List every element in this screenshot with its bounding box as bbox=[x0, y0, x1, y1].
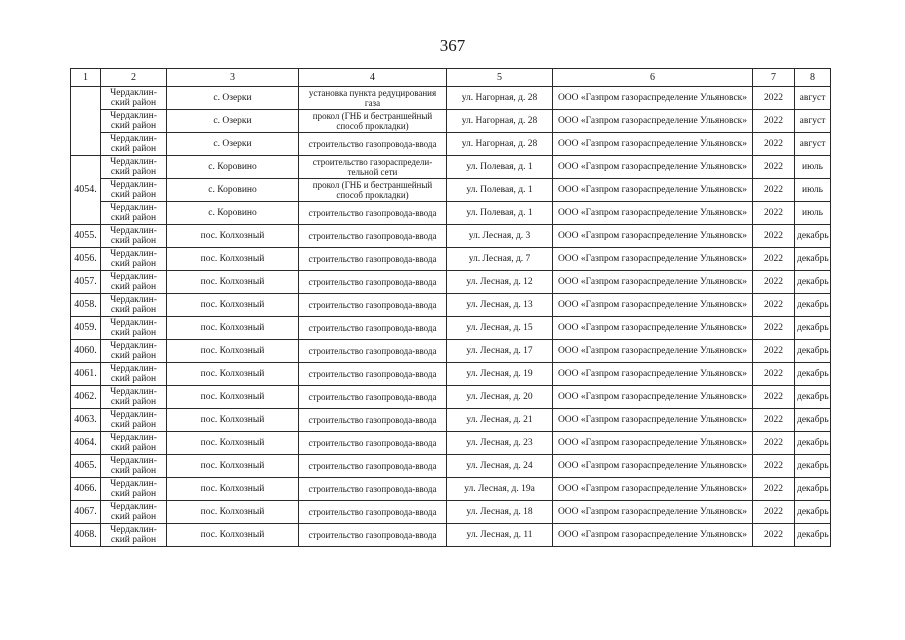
year-cell: 2022 bbox=[753, 248, 795, 271]
table-row bbox=[71, 87, 831, 110]
row-number-cell: 4064. bbox=[71, 432, 101, 455]
settlement-cell: с. Коровино bbox=[167, 179, 299, 202]
row-number-cell: 4057. bbox=[71, 271, 101, 294]
address-cell: ул. Лесная, д. 23 bbox=[447, 432, 553, 455]
col-header-6: 6 bbox=[553, 69, 753, 87]
month-cell: август bbox=[795, 87, 831, 110]
work-cell: строительство газопровода-ввода bbox=[299, 317, 447, 340]
col-header-4: 4 bbox=[299, 69, 447, 87]
settlement-cell: пос. Колхозный bbox=[167, 225, 299, 248]
row-number-cell: 4058. bbox=[71, 294, 101, 317]
work-cell: строительство газопровода-ввода bbox=[299, 478, 447, 501]
work-cell: строительство газопровода-ввода bbox=[299, 386, 447, 409]
district-cell: Чердаклин- ский район bbox=[101, 340, 167, 363]
month-cell: декабрь bbox=[795, 524, 831, 547]
col-header-1: 1 bbox=[71, 69, 101, 87]
settlement-cell: пос. Колхозный bbox=[167, 248, 299, 271]
table-row bbox=[71, 225, 831, 248]
work-cell: строительство газопровода-ввода bbox=[299, 340, 447, 363]
settlement-cell: с. Коровино bbox=[167, 156, 299, 179]
work-cell: строительство газопровода-ввода bbox=[299, 409, 447, 432]
work-cell: строительство газопровода-ввода bbox=[299, 133, 447, 156]
district-cell: Чердаклин- ский район bbox=[101, 133, 167, 156]
district-cell: Чердаклин- ский район bbox=[101, 110, 167, 133]
organization-cell: ООО «Газпром газораспределение Ульяновск» bbox=[553, 202, 753, 225]
address-cell: ул. Лесная, д. 19 bbox=[447, 363, 553, 386]
organization-cell: ООО «Газпром газораспределение Ульяновск» bbox=[553, 294, 753, 317]
table-body bbox=[71, 87, 831, 547]
page-number: 367 bbox=[439, 36, 466, 55]
month-cell: декабрь bbox=[795, 248, 831, 271]
row-number-cell: 4056. bbox=[71, 248, 101, 271]
settlement-cell: пос. Колхозный bbox=[167, 317, 299, 340]
organization-cell: ООО «Газпром газораспределение Ульяновск» bbox=[553, 179, 753, 202]
table-row bbox=[71, 248, 831, 271]
work-cell: прокол (ГНБ и бестраншейный способ прокладки) bbox=[299, 110, 447, 133]
year-cell: 2022 bbox=[753, 501, 795, 524]
organization-cell: ООО «Газпром газораспределение Ульяновск» bbox=[553, 317, 753, 340]
district-cell: Чердаклин- ский район bbox=[101, 432, 167, 455]
settlement-cell: пос. Колхозный bbox=[167, 432, 299, 455]
work-cell: строительство газопровода-ввода bbox=[299, 363, 447, 386]
year-cell: 2022 bbox=[753, 225, 795, 248]
table-row bbox=[71, 156, 831, 179]
col-header-5: 5 bbox=[447, 69, 553, 87]
address-cell: ул. Лесная, д. 12 bbox=[447, 271, 553, 294]
settlement-cell: пос. Колхозный bbox=[167, 386, 299, 409]
year-cell: 2022 bbox=[753, 133, 795, 156]
settlement-cell: пос. Колхозный bbox=[167, 501, 299, 524]
settlement-cell: с. Озерки bbox=[167, 87, 299, 110]
row-number-cell: 4061. bbox=[71, 363, 101, 386]
row-number-cell: 4065. bbox=[71, 455, 101, 478]
organization-cell: ООО «Газпром газораспределение Ульяновск» bbox=[553, 271, 753, 294]
table-row bbox=[71, 110, 831, 133]
table-row bbox=[71, 271, 831, 294]
work-cell: строительство газопровода-ввода bbox=[299, 501, 447, 524]
settlement-cell: пос. Колхозный bbox=[167, 294, 299, 317]
work-cell: строительство газораспредели- тельной сети bbox=[299, 156, 447, 179]
month-cell: август bbox=[795, 133, 831, 156]
settlement-cell: с. Коровино bbox=[167, 202, 299, 225]
header-row bbox=[71, 69, 831, 87]
row-number-cell: 4063. bbox=[71, 409, 101, 432]
register-table bbox=[70, 68, 831, 547]
month-cell: август bbox=[795, 110, 831, 133]
settlement-cell: с. Озерки bbox=[167, 133, 299, 156]
month-cell: декабрь bbox=[795, 386, 831, 409]
district-cell: Чердаклин- ский район bbox=[101, 524, 167, 547]
row-number-cell: 4068. bbox=[71, 524, 101, 547]
month-cell: декабрь bbox=[795, 271, 831, 294]
district-cell: Чердаклин- ский район bbox=[101, 501, 167, 524]
address-cell: ул. Лесная, д. 11 bbox=[447, 524, 553, 547]
settlement-cell: пос. Колхозный bbox=[167, 524, 299, 547]
table-row bbox=[71, 455, 831, 478]
col-header-2: 2 bbox=[101, 69, 167, 87]
organization-cell: ООО «Газпром газораспределение Ульяновск» bbox=[553, 248, 753, 271]
year-cell: 2022 bbox=[753, 202, 795, 225]
month-cell: июль bbox=[795, 179, 831, 202]
organization-cell: ООО «Газпром газораспределение Ульяновск» bbox=[553, 363, 753, 386]
organization-cell: ООО «Газпром газораспределение Ульяновск» bbox=[553, 501, 753, 524]
work-cell: прокол (ГНБ и бестраншейный способ прокладки) bbox=[299, 179, 447, 202]
row-number-cell: 4059. bbox=[71, 317, 101, 340]
work-cell: строительство газопровода-ввода bbox=[299, 248, 447, 271]
table-row bbox=[71, 501, 831, 524]
work-cell: строительство газопровода-ввода bbox=[299, 294, 447, 317]
work-cell: установка пункта редуцирования газа bbox=[299, 87, 447, 110]
address-cell: ул. Лесная, д. 24 bbox=[447, 455, 553, 478]
month-cell: декабрь bbox=[795, 294, 831, 317]
organization-cell: ООО «Газпром газораспределение Ульяновск» bbox=[553, 225, 753, 248]
address-cell: ул. Нагорная, д. 28 bbox=[447, 133, 553, 156]
table-row bbox=[71, 202, 831, 225]
year-cell: 2022 bbox=[753, 87, 795, 110]
district-cell: Чердаклин- ский район bbox=[101, 87, 167, 110]
year-cell: 2022 bbox=[753, 478, 795, 501]
table-row bbox=[71, 317, 831, 340]
organization-cell: ООО «Газпром газораспределение Ульяновск» bbox=[553, 524, 753, 547]
year-cell: 2022 bbox=[753, 455, 795, 478]
table-row bbox=[71, 179, 831, 202]
month-cell: июль bbox=[795, 156, 831, 179]
year-cell: 2022 bbox=[753, 179, 795, 202]
district-cell: Чердаклин- ский район bbox=[101, 225, 167, 248]
district-cell: Чердаклин- ский район bbox=[101, 294, 167, 317]
row-number-cell: 4060. bbox=[71, 340, 101, 363]
district-cell: Чердаклин- ский район bbox=[101, 478, 167, 501]
row-number-cell: 4054. bbox=[71, 156, 101, 225]
work-cell: строительство газопровода-ввода bbox=[299, 455, 447, 478]
work-cell: строительство газопровода-ввода bbox=[299, 271, 447, 294]
organization-cell: ООО «Газпром газораспределение Ульяновск» bbox=[553, 478, 753, 501]
table-row bbox=[71, 133, 831, 156]
organization-cell: ООО «Газпром газораспределение Ульяновск» bbox=[553, 340, 753, 363]
address-cell: ул. Лесная, д. 20 bbox=[447, 386, 553, 409]
organization-cell: ООО «Газпром газораспределение Ульяновск» bbox=[553, 110, 753, 133]
col-header-3: 3 bbox=[167, 69, 299, 87]
work-cell: строительство газопровода-ввода bbox=[299, 225, 447, 248]
year-cell: 2022 bbox=[753, 317, 795, 340]
month-cell: декабрь bbox=[795, 340, 831, 363]
col-header-8: 8 bbox=[795, 69, 831, 87]
address-cell: ул. Полевая, д. 1 bbox=[447, 202, 553, 225]
district-cell: Чердаклин- ский район bbox=[101, 409, 167, 432]
table-row bbox=[71, 363, 831, 386]
month-cell: декабрь bbox=[795, 409, 831, 432]
row-number-cell bbox=[71, 87, 101, 156]
month-cell: декабрь bbox=[795, 432, 831, 455]
organization-cell: ООО «Газпром газораспределение Ульяновск» bbox=[553, 133, 753, 156]
settlement-cell: пос. Колхозный bbox=[167, 340, 299, 363]
work-cell: строительство газопровода-ввода bbox=[299, 524, 447, 547]
settlement-cell: пос. Колхозный bbox=[167, 271, 299, 294]
year-cell: 2022 bbox=[753, 271, 795, 294]
year-cell: 2022 bbox=[753, 156, 795, 179]
address-cell: ул. Лесная, д. 15 bbox=[447, 317, 553, 340]
district-cell: Чердаклин- ский район bbox=[101, 271, 167, 294]
organization-cell: ООО «Газпром газораспределение Ульяновск» bbox=[553, 156, 753, 179]
district-cell: Чердаклин- ский район bbox=[101, 179, 167, 202]
district-cell: Чердаклин- ский район bbox=[101, 248, 167, 271]
year-cell: 2022 bbox=[753, 363, 795, 386]
month-cell: декабрь bbox=[795, 317, 831, 340]
district-cell: Чердаклин- ский район bbox=[101, 156, 167, 179]
district-cell: Чердаклин- ский район bbox=[101, 363, 167, 386]
table-row bbox=[71, 294, 831, 317]
settlement-cell: с. Озерки bbox=[167, 110, 299, 133]
address-cell: ул. Лесная, д. 18 bbox=[447, 501, 553, 524]
settlement-cell: пос. Колхозный bbox=[167, 409, 299, 432]
year-cell: 2022 bbox=[753, 386, 795, 409]
year-cell: 2022 bbox=[753, 340, 795, 363]
address-cell: ул. Нагорная, д. 28 bbox=[447, 87, 553, 110]
address-cell: ул. Лесная, д. 19а bbox=[447, 478, 553, 501]
address-cell: ул. Лесная, д. 21 bbox=[447, 409, 553, 432]
table-row bbox=[71, 409, 831, 432]
district-cell: Чердаклин- ский район bbox=[101, 317, 167, 340]
organization-cell: ООО «Газпром газораспределение Ульяновск» bbox=[553, 432, 753, 455]
district-cell: Чердаклин- ский район bbox=[101, 386, 167, 409]
organization-cell: ООО «Газпром газораспределение Ульяновск» bbox=[553, 409, 753, 432]
address-cell: ул. Лесная, д. 17 bbox=[447, 340, 553, 363]
row-number-cell: 4055. bbox=[71, 225, 101, 248]
address-cell: ул. Нагорная, д. 28 bbox=[447, 110, 553, 133]
district-cell: Чердаклин- ский район bbox=[101, 202, 167, 225]
table-row bbox=[71, 340, 831, 363]
settlement-cell: пос. Колхозный bbox=[167, 478, 299, 501]
year-cell: 2022 bbox=[753, 110, 795, 133]
table-row bbox=[71, 478, 831, 501]
address-cell: ул. Полевая, д. 1 bbox=[447, 179, 553, 202]
organization-cell: ООО «Газпром газораспределение Ульяновск» bbox=[553, 386, 753, 409]
table-row bbox=[71, 386, 831, 409]
settlement-cell: пос. Колхозный bbox=[167, 363, 299, 386]
row-number-cell: 4062. bbox=[71, 386, 101, 409]
organization-cell: ООО «Газпром газораспределение Ульяновск» bbox=[553, 87, 753, 110]
work-cell: строительство газопровода-ввода bbox=[299, 432, 447, 455]
table-row bbox=[71, 432, 831, 455]
row-number-cell: 4067. bbox=[71, 501, 101, 524]
settlement-cell: пос. Колхозный bbox=[167, 455, 299, 478]
year-cell: 2022 bbox=[753, 524, 795, 547]
month-cell: декабрь bbox=[795, 478, 831, 501]
address-cell: ул. Лесная, д. 13 bbox=[447, 294, 553, 317]
organization-cell: ООО «Газпром газораспределение Ульяновск» bbox=[553, 455, 753, 478]
col-header-7: 7 bbox=[753, 69, 795, 87]
month-cell: декабрь bbox=[795, 225, 831, 248]
year-cell: 2022 bbox=[753, 294, 795, 317]
month-cell: июль bbox=[795, 202, 831, 225]
work-cell: строительство газопровода-ввода bbox=[299, 202, 447, 225]
year-cell: 2022 bbox=[753, 432, 795, 455]
address-cell: ул. Полевая, д. 1 bbox=[447, 156, 553, 179]
year-cell: 2022 bbox=[753, 409, 795, 432]
month-cell: декабрь bbox=[795, 455, 831, 478]
table-row bbox=[71, 524, 831, 547]
month-cell: декабрь bbox=[795, 363, 831, 386]
month-cell: декабрь bbox=[795, 501, 831, 524]
row-number-cell: 4066. bbox=[71, 478, 101, 501]
district-cell: Чердаклин- ский район bbox=[101, 455, 167, 478]
address-cell: ул. Лесная, д. 3 bbox=[447, 225, 553, 248]
address-cell: ул. Лесная, д. 7 bbox=[447, 248, 553, 271]
